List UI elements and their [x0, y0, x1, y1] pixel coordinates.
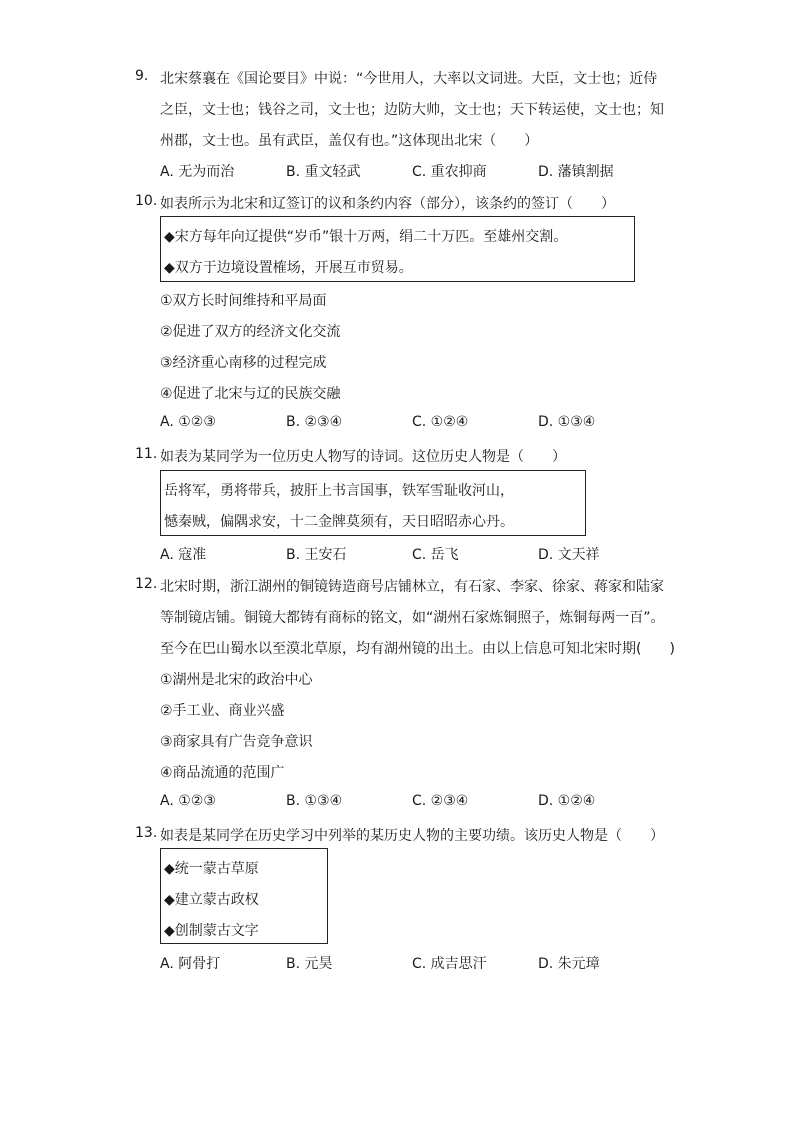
option-d[interactable]: D. 藩镇割据 [538, 164, 614, 180]
question-stem-line: 至今在巴山蜀水以至漠北草原，均有湖州镜的出土。由以上信息可知北宋时期( ) [160, 641, 675, 657]
option-a[interactable]: A. 无为而治 [160, 164, 235, 180]
question-stem: 如表所示为北宋和辽签订的议和条约内容（部分），该条约的签订（ ） [160, 196, 615, 212]
option-c[interactable]: C. 成吉思汗 [412, 956, 487, 972]
table-row: ◆建立蒙古政权 [164, 892, 259, 908]
table-row: ◆双方于边境设置榷场，开展互市贸易。 [164, 260, 413, 276]
question-number: 9. [135, 68, 149, 84]
answer-options [160, 793, 680, 813]
option-a[interactable]: A. 寇准 [160, 547, 207, 563]
option-d[interactable]: D. 朱元璋 [538, 956, 600, 972]
option-a[interactable]: A. 阿骨打 [160, 956, 221, 972]
question-stem: 如表为某同学为一位历史人物写的诗词。这位历史人物是（ ） [160, 449, 566, 465]
option-b[interactable]: B. 王安石 [286, 547, 347, 563]
option-d[interactable]: D. ①②④ [538, 793, 596, 809]
option-b[interactable]: B. 元昊 [286, 956, 333, 972]
statement-item: ②手工业、商业兴盛 [160, 703, 285, 719]
statement-item: ③经济重心南移的过程完成 [160, 355, 327, 371]
question-stem-line: 北宋蔡襄在《国论要目》中说：“今世用人，大率以文词进。大臣，文士也；近侍 [160, 71, 658, 87]
table-row: ◆宋方每年向辽提供“岁币”银十万两，绢二十万匹。至雄州交割。 [164, 229, 568, 245]
answer-options [160, 953, 680, 973]
question-stem-line: 州郡，文士也。虽有武臣，盖仅有也。”这体现出北宋（ ） [160, 133, 539, 149]
option-a[interactable]: A. ①②③ [160, 414, 216, 430]
statement-item: ④促进了北宋与辽的民族交融 [160, 386, 341, 402]
answer-options [160, 414, 680, 434]
option-b[interactable]: B. ①③④ [286, 793, 343, 809]
question-number: 13. [135, 825, 158, 841]
poem-line: 岳将军，勇将带兵，披肝上书言国事，铁军雪耻收河山， [164, 483, 514, 499]
question-number: 12. [135, 576, 158, 592]
question-number: 10. [135, 193, 158, 209]
question-stem-line: 等制镜店铺。铜镜大都铸有商标的铭文，如“湖州石家炼铜照子，炼铜每两一百”。 [160, 610, 665, 626]
table-row: ◆统一蒙古草原 [164, 861, 259, 877]
question-stem-line: 之臣，文士也；钱谷之司，文士也；边防大帅，文士也；天下转运使，文士也；知 [160, 102, 664, 118]
option-c[interactable]: C. ①②④ [412, 414, 469, 430]
question-stem-line: 北宋时期，浙江湖州的铜镜铸造商号店铺林立，有石家、李家、徐家、蒋家和陆家 [160, 579, 664, 595]
option-b[interactable]: B. ②③④ [286, 414, 343, 430]
statement-item: ③商家具有广告竞争意识 [160, 734, 313, 750]
option-c[interactable]: C. ②③④ [412, 793, 469, 809]
answer-options [160, 161, 680, 181]
treaty-table [160, 216, 635, 282]
statement-item: ①双方长时间维持和平局面 [160, 293, 327, 309]
statement-item: ②促进了双方的经济文化交流 [160, 324, 341, 340]
poem-table [160, 470, 586, 536]
answer-options [160, 544, 680, 564]
option-c[interactable]: C. 重农抑商 [412, 164, 487, 180]
statement-item: ①湖州是北宋的政治中心 [160, 672, 313, 688]
statement-item: ④商品流通的范围广 [160, 765, 285, 781]
option-d[interactable]: D. 文天祥 [538, 547, 600, 563]
question-number: 11. [135, 446, 158, 462]
table-row: ◆创制蒙古文字 [164, 923, 259, 939]
option-c[interactable]: C. 岳飞 [412, 547, 459, 563]
option-a[interactable]: A. ①②③ [160, 793, 216, 809]
achievements-table [160, 848, 328, 944]
option-b[interactable]: B. 重文轻武 [286, 164, 361, 180]
question-stem: 如表是某同学在历史学习中列举的某历史人物的主要功绩。该历史人物是（ ） [160, 828, 664, 844]
option-d[interactable]: D. ①③④ [538, 414, 596, 430]
poem-line: 憾秦贼，偏隅求安，十二金牌莫须有，天日昭昭赤心丹。 [164, 514, 514, 530]
